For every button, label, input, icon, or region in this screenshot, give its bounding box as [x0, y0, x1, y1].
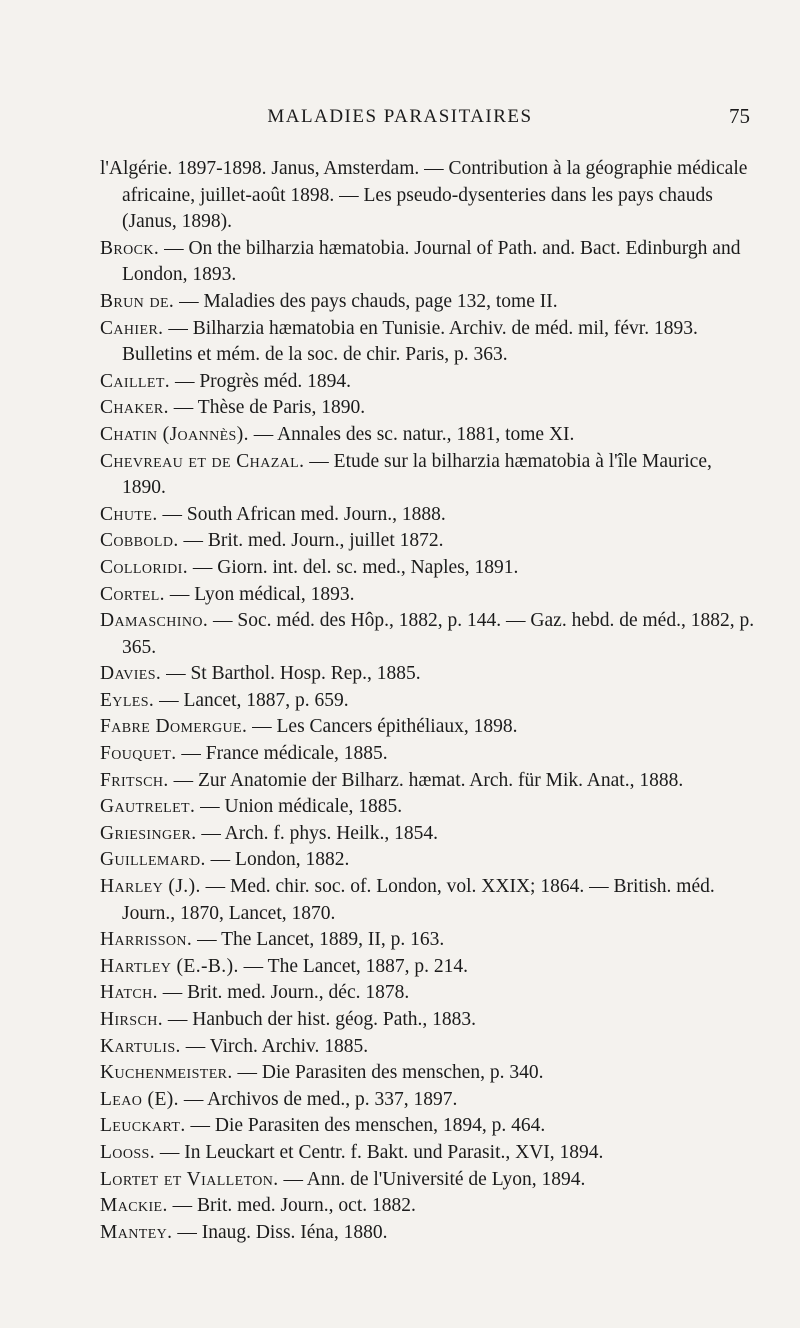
bibliography-entry	[100, 1140, 760, 1167]
entry-text: — Lancet, 1887, p. 659.	[154, 689, 349, 711]
entry-author: Colloridi.	[100, 556, 188, 578]
header-title: MALADIES PARASITAIRES	[267, 106, 533, 127]
entry-text: — Virch. Archiv. 1885.	[180, 1035, 369, 1057]
bibliography-entry	[100, 502, 760, 529]
bibliography-entry	[100, 1034, 760, 1061]
bibliography-entry	[100, 1220, 760, 1247]
entry-text: — South African med. Journ., 1888.	[157, 503, 446, 525]
bibliography-entry	[100, 1113, 760, 1140]
entry-text: — Archivos de med., p. 337, 1897.	[178, 1088, 458, 1110]
bibliography-entry	[100, 528, 760, 555]
entry-author: Hirsch.	[100, 1009, 163, 1030]
entry-author: Chatin (Joannès).	[100, 423, 249, 445]
bibliography-entry	[100, 316, 760, 369]
bibliography-entry	[100, 980, 760, 1007]
entry-text: l'Algérie. 1897-1898. Janus, Amsterdam. — Contribution à la géographie médicale africaine, juillet-août 1898. — Les pseudo-dysenteries dans les pays chauds (Janus, 1898).	[100, 158, 748, 233]
bibliography-entry	[100, 714, 760, 741]
entry-text: — Lyon médical, 1893.	[164, 583, 355, 605]
entry-author: Mackie.	[100, 1195, 168, 1217]
bibliography-entry	[100, 927, 760, 954]
bibliography-entry	[100, 794, 760, 821]
entry-author: Kuchenmeister.	[100, 1062, 233, 1084]
entry-text: — Brit. med. Journ., déc. 1878.	[157, 982, 410, 1004]
entry-text: — Annales des sc. natur., 1881, tome XI.	[248, 423, 575, 445]
entry-author: Hartley (E.-B.).	[100, 955, 239, 977]
entry-author: Fabre Domergue.	[100, 716, 248, 738]
entry-author: Hatch.	[100, 982, 158, 1004]
entry-author: Gautrelet.	[100, 796, 196, 818]
entry-text: — France médicale, 1885.	[176, 743, 388, 765]
entry-author: Fritsch.	[100, 769, 169, 791]
entry-text: — London, 1882.	[205, 849, 350, 871]
entry-text: — St Barthol. Hosp. Rep., 1885.	[161, 663, 421, 685]
bibliography-entry	[100, 236, 760, 289]
entry-text: — Inaug. Diss. Iéna, 1880.	[172, 1221, 388, 1243]
bibliography-entry	[100, 1060, 760, 1087]
entry-author: Eyles.	[100, 689, 155, 711]
entry-text: — Arch. f. phys. Heilk., 1854.	[196, 822, 439, 844]
bibliography-entry	[100, 1007, 760, 1034]
entry-text: — Soc. méd. des Hôp., 1882, p. 144. — Gaz. hebd. de méd., 1882, p. 365.	[122, 610, 755, 658]
entry-text: — Les Cancers épithéliaux, 1898.	[247, 716, 518, 738]
entry-text: — Die Parasiten des menschen, p. 340.	[232, 1062, 544, 1084]
entry-author: Harley (J.).	[100, 876, 201, 898]
entry-author: Davies.	[100, 663, 162, 685]
entry-author: Brock.	[100, 237, 160, 259]
entry-text: — The Lancet, 1887, p. 214.	[238, 955, 469, 977]
bibliography-entry	[100, 688, 760, 715]
running-head	[0, 100, 800, 140]
entry-author: Damaschino.	[100, 610, 209, 632]
entry-text: — Die Parasiten des menschen, 1894, p. 464.	[185, 1115, 546, 1137]
entry-author: Cahier.	[100, 317, 164, 339]
entry-text: — Bilharzia hæmatobia en Tunisie. Archiv. de méd. mil, févr. 1893. Bulletins et mém. de la soc. de chir. Paris, p. 363.	[122, 317, 698, 366]
entry-author: Kartulis.	[100, 1035, 181, 1057]
entry-author: Looss.	[100, 1141, 155, 1163]
bibliography-entry	[100, 847, 760, 874]
bibliography-entry	[100, 954, 760, 981]
bibliography-list	[100, 156, 760, 1246]
entry-text: — Etude sur la bilharzia hæmatobia à l'île Maurice, 1890.	[122, 450, 712, 499]
bibliography-entry	[100, 608, 760, 661]
entry-text: — Hanbuch der hist. géog. Path., 1883.	[163, 1009, 477, 1030]
bibliography-entry	[100, 369, 760, 396]
bibliography-entry	[100, 395, 760, 422]
entry-author: Lortet et Vialleton.	[100, 1168, 279, 1190]
bibliography-entry	[100, 768, 760, 795]
entry-author: Fouquet.	[100, 743, 177, 765]
entry-text: — Ann. de l'Université de Lyon, 1894.	[278, 1168, 586, 1190]
bibliography-entry	[100, 741, 760, 768]
bibliography-entry	[100, 874, 760, 927]
entry-author: Guillemard.	[100, 849, 206, 871]
bibliography-entry	[100, 1167, 760, 1194]
bibliography-entry	[100, 582, 760, 609]
entry-author: Griesinger.	[100, 822, 197, 844]
bibliography-entry	[100, 1087, 760, 1114]
bibliography-entry	[100, 1193, 760, 1220]
bibliography-entry	[100, 289, 760, 316]
bibliography-entry	[100, 661, 760, 688]
entry-text: — In Leuckart et Centr. f. Bakt. und Parasit., XVI, 1894.	[154, 1141, 604, 1163]
entry-author: Brun de.	[100, 290, 175, 312]
page-number: 75	[729, 104, 750, 128]
entry-author: Chute.	[100, 503, 158, 525]
entry-author: Caillet.	[100, 370, 171, 392]
entry-author: Leao (E).	[100, 1088, 179, 1110]
entry-text: — Union médicale, 1885.	[195, 796, 403, 818]
entry-author: Harrisson.	[100, 929, 193, 951]
entry-text: — Giorn. int. del. sc. med., Naples, 1891.	[187, 556, 519, 578]
bibliography-entry	[100, 156, 760, 236]
entry-text: — The Lancet, 1889, II, p. 163.	[192, 929, 445, 951]
entry-author: Chaker.	[100, 397, 169, 419]
entry-text: — Brit. med. Journ., oct. 1882.	[167, 1195, 416, 1217]
entry-author: Leuckart.	[100, 1115, 186, 1137]
entry-text: — Brit. med. Journ., juillet 1872.	[178, 530, 444, 552]
bibliography-entry	[100, 555, 760, 582]
entry-text: — Zur Anatomie der Bilharz. hæmat. Arch. für Mik. Anat., 1888.	[168, 769, 684, 791]
entry-text: — Thèse de Paris, 1890.	[168, 397, 366, 419]
entry-author: Cobbold.	[100, 530, 179, 552]
bibliography-entry	[100, 449, 760, 502]
entry-author: Chevreau et de Chazal.	[100, 450, 305, 472]
entry-author: Mantey.	[100, 1221, 173, 1243]
bibliography-entry	[100, 422, 760, 449]
bibliography-entry	[100, 821, 760, 848]
entry-text: — Maladies des pays chauds, page 132, tome II.	[174, 290, 558, 312]
entry-text: — Progrès méd. 1894.	[170, 370, 351, 392]
entry-text: — Med. chir. soc. of. London, vol. XXIX; 1864. — British. méd. Journ., 1870, Lancet, 1870.	[122, 876, 715, 924]
entry-author: Cortel.	[100, 583, 165, 605]
entry-text: — On the bilharzia hæmatobia. Journal of Path. and. Bact. Edinburgh and London, 1893.	[122, 237, 741, 286]
